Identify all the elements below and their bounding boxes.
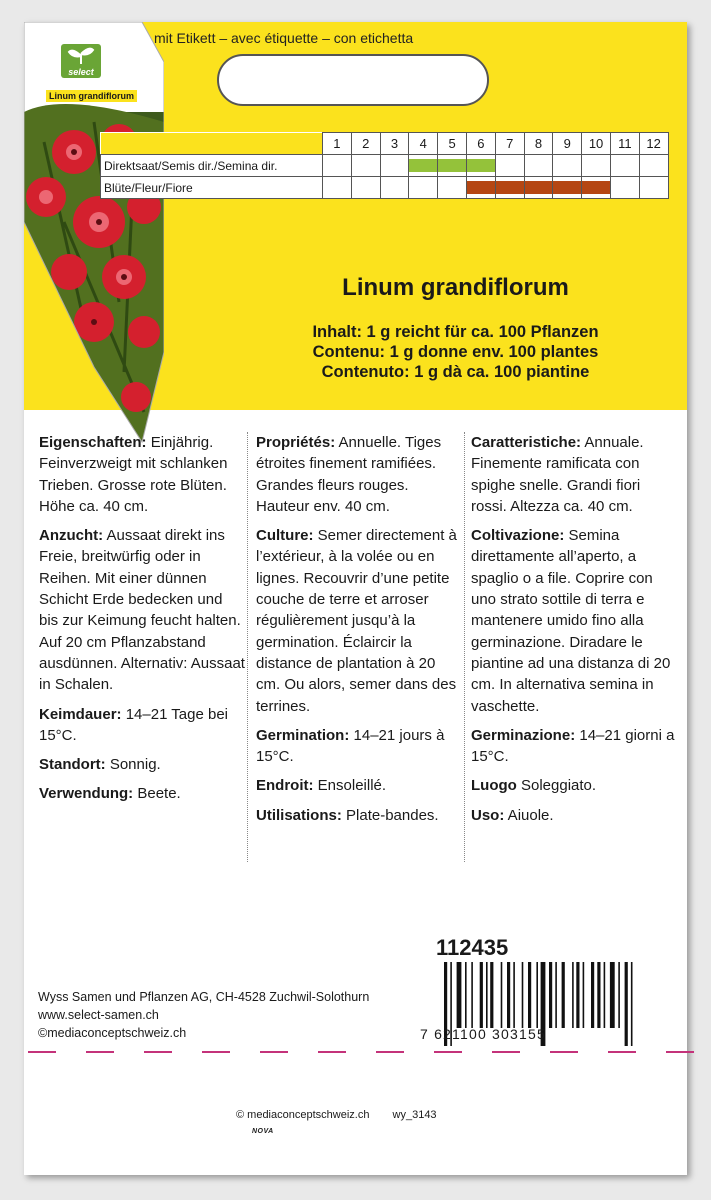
info-paragraph bbox=[471, 432, 677, 517]
cut-dash bbox=[434, 1051, 462, 1053]
contents-line-it: Contenuto: 1 g dà ca. 100 piantine bbox=[321, 363, 590, 381]
month-cell: 5 bbox=[438, 133, 467, 155]
calendar-bar bbox=[467, 159, 495, 172]
select-logo bbox=[61, 44, 101, 78]
calendar-cell bbox=[380, 177, 409, 199]
info-text: Annuale. Finemente ramificata con spighe snelle. Grandi fiori rossi. Altezza ca. 40 cm. bbox=[471, 434, 644, 515]
info-text: Semer directement à l’extérieur, à la volée ou en lignes. Recouvrir d’une petite couche de terre et arroser régulièrement jusqu’à la germination. Éclaircir la distance de plantation à 20 cm. Ou alors, semer dans des terrines. bbox=[256, 527, 457, 715]
info-label: Endroit: bbox=[256, 777, 314, 795]
yellow-header-panel bbox=[24, 22, 687, 410]
plant-tag bbox=[24, 22, 164, 462]
barcode-digits: 7 621100 303155 bbox=[420, 1026, 546, 1042]
info-text: Beete. bbox=[133, 785, 181, 803]
info-paragraph bbox=[471, 775, 677, 796]
calendar-cell bbox=[466, 177, 495, 199]
calendar-cell bbox=[323, 155, 352, 177]
calendar-bar bbox=[467, 181, 495, 194]
product-title: Linum grandiflorum bbox=[342, 274, 569, 301]
calendar-cell bbox=[409, 177, 438, 199]
cut-dash bbox=[144, 1051, 172, 1053]
seedling-icon bbox=[61, 44, 101, 66]
cut-dash bbox=[550, 1051, 578, 1053]
month-cell: 9 bbox=[553, 133, 582, 155]
info-paragraph bbox=[471, 805, 677, 826]
calendar-cell bbox=[466, 155, 495, 177]
calendar-row-label: Blüte/Fleur/Fiore bbox=[101, 177, 323, 199]
column-divider bbox=[247, 432, 248, 862]
info-paragraph bbox=[256, 525, 460, 717]
info-text: 14–21 Tage bei 15°C. bbox=[39, 705, 229, 744]
imprint-website: www.select-samen.ch bbox=[38, 1008, 159, 1022]
calendar-cell bbox=[524, 177, 553, 199]
calendar-month-row bbox=[101, 133, 669, 155]
cut-dash bbox=[202, 1051, 230, 1053]
info-text: Einjährig. Feinverzweigt mit schlanken Trieben. Grosse rote Blüten. Höhe ca. 40 cm. bbox=[39, 434, 228, 515]
info-text: Aussaat direkt ins Freie, breitwürfig oder in Reihen. Mit einer dünnen Schicht Erde bedecken und bis zur Keimung feucht halten. Auf 20 cm Pflanzabstand ausdünnen. Alternativ: Aussaat in Schalen. bbox=[39, 527, 245, 694]
calendar-cell bbox=[553, 177, 582, 199]
info-label: Keimdauer: bbox=[39, 705, 122, 723]
info-label: Luogo bbox=[471, 777, 517, 795]
column-french bbox=[256, 432, 460, 834]
info-paragraph bbox=[256, 805, 460, 826]
calendar-cell bbox=[610, 155, 639, 177]
calendar-cell bbox=[409, 155, 438, 177]
calendar-row-sowing bbox=[101, 155, 669, 177]
calendar-cell bbox=[351, 155, 380, 177]
cut-dash bbox=[492, 1051, 520, 1053]
month-cell: 11 bbox=[610, 133, 639, 155]
contents-line-fr: Contenu: 1 g donne env. 100 plantes bbox=[312, 343, 599, 361]
month-cell: 6 bbox=[466, 133, 495, 155]
plant-tag-image bbox=[24, 22, 164, 462]
seed-packet-back bbox=[24, 22, 687, 1175]
column-italian bbox=[471, 432, 677, 834]
calendar-bar bbox=[409, 159, 437, 172]
calendar-cell bbox=[639, 177, 668, 199]
calendar-cell bbox=[380, 155, 409, 177]
info-paragraph bbox=[471, 725, 677, 768]
info-label: Eigenschaften: bbox=[39, 434, 147, 451]
imprint bbox=[38, 988, 369, 1042]
calendar-cell bbox=[610, 177, 639, 199]
info-paragraph bbox=[39, 754, 245, 775]
imprint-copyright: ©mediaconceptschweiz.ch bbox=[38, 1026, 187, 1040]
info-label: Germination: bbox=[256, 726, 350, 744]
calendar-cell bbox=[351, 177, 380, 199]
contents-block bbox=[224, 322, 687, 382]
tagline: mit Etikett – avec étiquette – con etichetta bbox=[154, 30, 414, 46]
info-text: Plate-bandes. bbox=[341, 806, 439, 824]
footer-copyright: © mediaconceptschweiz.ch bbox=[236, 1109, 370, 1121]
info-paragraph bbox=[39, 432, 245, 517]
cut-dash bbox=[376, 1051, 404, 1053]
cut-dash bbox=[608, 1051, 636, 1053]
month-cell: 7 bbox=[495, 133, 524, 155]
calendar-row-label: Direktsaat/Semis dir./Semina dir. bbox=[101, 155, 323, 177]
footer-code: wy_3143 bbox=[392, 1109, 437, 1121]
info-text: Annuelle. Tiges étroites finement ramifiées. Grandes fleurs rouges. Hauteur env. 40 cm. bbox=[256, 434, 442, 515]
imprint-company: Wyss Samen und Pflanzen AG, CH-4528 Zuchwil-Solothurn bbox=[38, 990, 370, 1004]
info-paragraph bbox=[471, 525, 677, 717]
calendar-cell bbox=[495, 155, 524, 177]
info-label: Germinazione: bbox=[471, 726, 576, 744]
cut-dash bbox=[260, 1051, 288, 1053]
info-paragraph bbox=[256, 725, 460, 768]
calendar-cell bbox=[553, 155, 582, 177]
info-paragraph bbox=[39, 525, 245, 695]
month-cell: 8 bbox=[524, 133, 553, 155]
calendar-cell bbox=[323, 177, 352, 199]
month-cell: 10 bbox=[582, 133, 611, 155]
info-label: Verwendung: bbox=[39, 785, 134, 803]
month-cell: 12 bbox=[639, 133, 668, 155]
column-divider bbox=[464, 432, 465, 862]
info-text: Semina direttamente all’aperto, a spaglio o a file. Coprire con uno strato sottile di terra e mantenere umido fino alla germinazione. Diradare le piantine ad una distanza di 20 cm. In alternativa semina in vaschette. bbox=[471, 527, 671, 715]
info-text: Aiuole. bbox=[504, 806, 554, 824]
article-number: 112435 bbox=[436, 935, 509, 960]
footer bbox=[236, 1109, 457, 1121]
calendar-cell bbox=[438, 177, 467, 199]
info-paragraph bbox=[256, 775, 460, 796]
calendar-bar bbox=[525, 181, 553, 194]
calendar-cell bbox=[524, 155, 553, 177]
calendar-bar bbox=[582, 181, 610, 194]
info-text: 14–21 jours à 15°C. bbox=[256, 726, 445, 766]
calendar-cell bbox=[639, 155, 668, 177]
month-cell: 3 bbox=[380, 133, 409, 155]
info-label: Utilisations: bbox=[256, 806, 342, 824]
cut-line bbox=[24, 1051, 687, 1053]
cut-dash bbox=[86, 1051, 114, 1053]
info-text: Sonnig. bbox=[105, 756, 161, 774]
calendar-cell bbox=[495, 177, 524, 199]
calendar-bar bbox=[496, 181, 524, 194]
brand-name: select bbox=[68, 67, 94, 77]
sowing-calendar bbox=[100, 132, 669, 199]
contents-line-de: Inhalt: 1 g reicht für ca. 100 Pflanzen bbox=[312, 323, 599, 341]
calendar-cell bbox=[438, 155, 467, 177]
info-paragraph bbox=[256, 432, 460, 517]
info-label: Propriétés: bbox=[256, 434, 336, 451]
cut-dash bbox=[28, 1051, 56, 1053]
nova-logo: NOVA bbox=[252, 1128, 274, 1135]
hang-hole bbox=[217, 54, 489, 106]
info-text: Soleggiato. bbox=[516, 777, 597, 795]
info-label: Uso: bbox=[471, 806, 505, 824]
info-text: 14–21 giorni a 15°C. bbox=[471, 726, 675, 766]
info-label: Anzucht: bbox=[39, 527, 104, 545]
cut-dash bbox=[318, 1051, 346, 1053]
info-label: Standort: bbox=[39, 756, 106, 774]
calendar-cell bbox=[582, 155, 611, 177]
cut-dash bbox=[666, 1051, 694, 1053]
info-paragraph bbox=[39, 704, 245, 747]
month-cell: 1 bbox=[323, 133, 352, 155]
calendar-bar bbox=[553, 181, 581, 194]
month-cell: 2 bbox=[351, 133, 380, 155]
calendar-corner bbox=[101, 133, 323, 155]
calendar-bar bbox=[438, 159, 466, 172]
info-label: Caratteristiche: bbox=[471, 434, 582, 451]
info-label: Coltivazione: bbox=[471, 527, 565, 545]
tag-label: Linum grandiflorum bbox=[46, 90, 137, 102]
calendar-row-bloom bbox=[101, 177, 669, 199]
column-german bbox=[39, 432, 245, 813]
month-cell: 4 bbox=[409, 133, 438, 155]
info-text: Ensoleillé. bbox=[313, 777, 387, 795]
info-label: Culture: bbox=[256, 527, 314, 545]
info-paragraph bbox=[39, 783, 245, 804]
calendar-cell bbox=[582, 177, 611, 199]
